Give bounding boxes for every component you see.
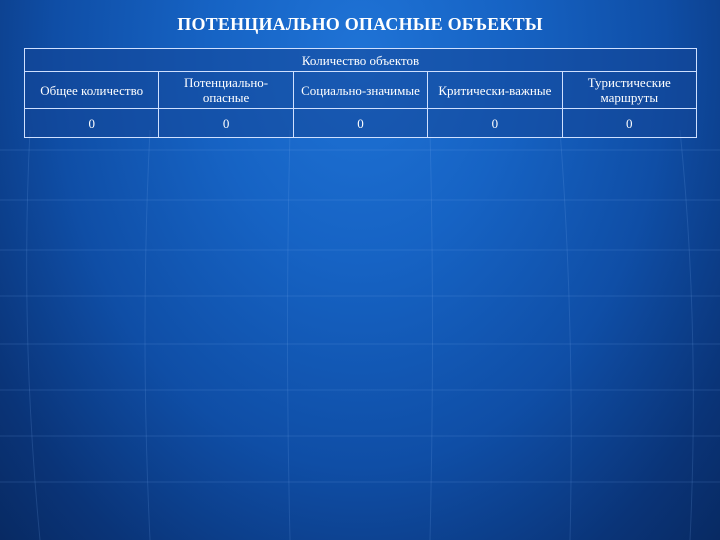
- value-tourist-routes: 0: [562, 109, 696, 138]
- value-socially-significant: 0: [293, 109, 427, 138]
- value-critically-important: 0: [428, 109, 562, 138]
- column-header-critically-important: Критически-важные: [428, 72, 562, 109]
- group-header-cell: Количество объектов: [25, 49, 697, 72]
- table-header-row: [25, 49, 697, 72]
- table-column-headers: [25, 72, 697, 109]
- page-title: ПОТЕНЦИАЛЬНО ОПАСНЫЕ ОБЪЕКТЫ: [177, 14, 543, 34]
- value-total: 0: [25, 109, 159, 138]
- table-row: [25, 109, 697, 138]
- column-header-total: Общее количество: [25, 72, 159, 109]
- column-header-socially-significant: Социально-значимые: [293, 72, 427, 109]
- column-header-tourist-routes: Туристические маршруты: [562, 72, 696, 109]
- column-header-potentially-dangerous: Потенциально-опасные: [159, 72, 293, 109]
- value-potentially-dangerous: 0: [159, 109, 293, 138]
- objects-table: [24, 48, 697, 138]
